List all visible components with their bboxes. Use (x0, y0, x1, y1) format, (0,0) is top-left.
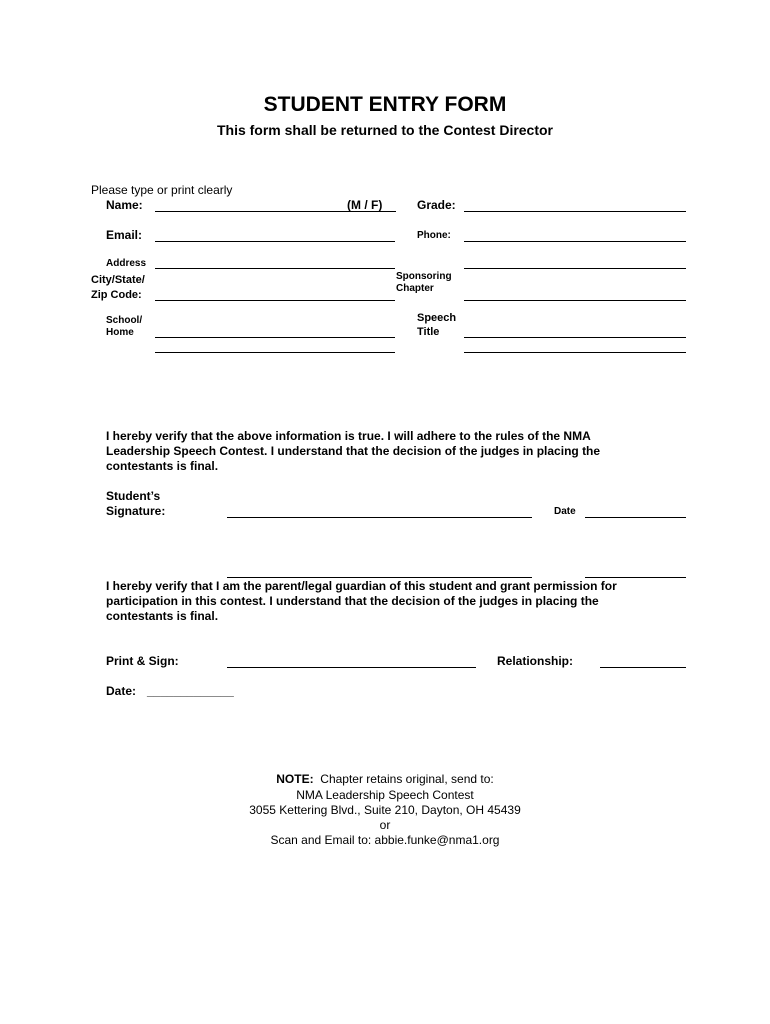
email-label: Email: (106, 228, 143, 242)
speech-title-line-1[interactable] (464, 337, 686, 338)
city-zip-field-line[interactable] (155, 300, 395, 301)
gender-label: (M / F) (347, 198, 383, 212)
email-field-line[interactable] (155, 241, 395, 242)
grade-field-line[interactable] (464, 211, 686, 212)
guardian-verification-text: I hereby verify that I am the parent/legal guardian of this student and grant permission for participation in this contest. I understand that the decision of the judges in placing the contestants is final. (106, 579, 617, 623)
print-sign-label: Print & Sign: (106, 654, 179, 668)
student-signature-label-2: Signature: (106, 504, 166, 518)
phone-field-line[interactable] (464, 241, 686, 242)
guardian-top-line-1 (227, 577, 532, 578)
address-field-line[interactable] (155, 268, 395, 269)
speech-title-line-2[interactable] (464, 352, 686, 353)
city-state-label: City/State/ (91, 274, 145, 286)
note-line-4: or (379, 818, 391, 832)
student-signature-label-1: Student’s (106, 489, 161, 503)
print-sign-line[interactable] (227, 667, 476, 668)
name-label: Name: (106, 198, 143, 212)
relationship-line[interactable] (600, 667, 686, 668)
grade-label: Grade: (417, 198, 456, 212)
school-label: School/ (106, 315, 143, 326)
student-verification-text: I hereby verify that the above information is true. I will adhere to the rules of the NMA Leadership Speech Contest. I understand that the decision of the judges in placing the contestants is final. (106, 429, 601, 473)
note-text: Chapter retains original, send to: (320, 772, 494, 786)
student-date-line[interactable] (585, 517, 686, 518)
note-line-3: 3055 Kettering Blvd., Suite 210, Dayton, OH 45439 (249, 803, 521, 817)
guardian-date-blank[interactable]: _____________ (147, 684, 234, 698)
note-line-1 (0, 772, 770, 786)
guardian-date-label: Date: (106, 684, 137, 698)
note-line-2: NMA Leadership Speech Contest (296, 788, 474, 802)
form-subtitle: This form shall be returned to the Contest Director (216, 122, 554, 138)
title-label: Title (417, 326, 440, 338)
zip-code-label: Zip Code: (91, 289, 142, 301)
chapter-label: Chapter (396, 283, 434, 294)
school-field-line-2[interactable] (155, 352, 395, 353)
sponsoring-chapter-line-2[interactable] (464, 300, 686, 301)
home-label: Home (106, 327, 134, 338)
phone-label: Phone: (417, 230, 451, 241)
relationship-label: Relationship: (497, 654, 574, 668)
note-label: NOTE: (276, 772, 314, 786)
address-label: Address (106, 258, 147, 269)
student-date-label: Date (554, 506, 576, 517)
form-title: STUDENT ENTRY FORM (263, 93, 507, 116)
school-field-line-1[interactable] (155, 337, 395, 338)
sponsoring-chapter-line-1[interactable] (464, 268, 686, 269)
note-line-5: Scan and Email to: abbie.funke@nma1.org (270, 833, 500, 847)
instruction-text: Please type or print clearly (91, 183, 233, 197)
sponsoring-label: Sponsoring (396, 271, 452, 282)
guardian-top-line-2 (585, 577, 686, 578)
student-signature-line[interactable] (227, 517, 532, 518)
speech-label: Speech (417, 312, 457, 324)
